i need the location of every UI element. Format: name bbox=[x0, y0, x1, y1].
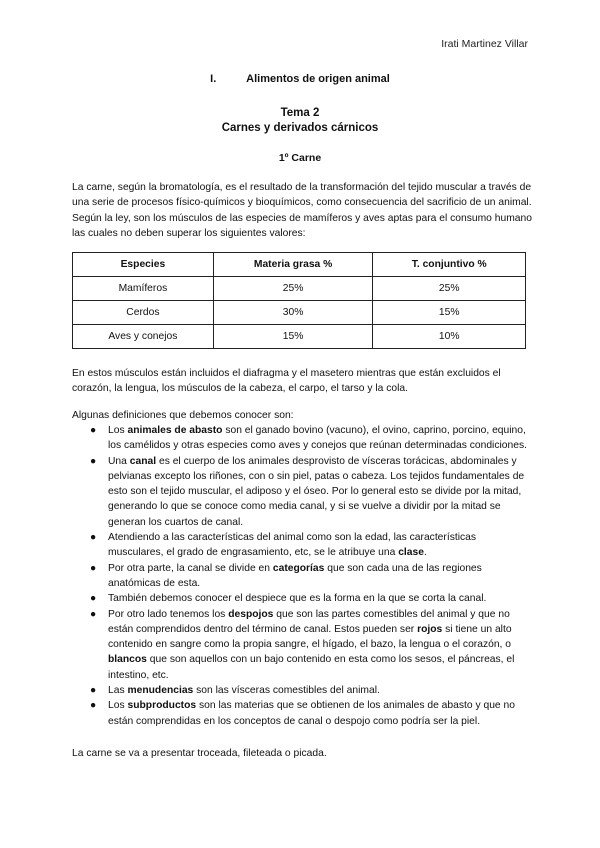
table-cell: 15% bbox=[373, 301, 526, 325]
closing-paragraph: La carne se va a presentar troceada, fileteada o picada. bbox=[72, 748, 327, 759]
table-cell: 25% bbox=[373, 277, 526, 301]
muscles-note-paragraph: En estos músculos están incluidos el diafragma y el masetero mientras que están excluidos el corazón, la lengua, los músculos de la cabeza, el carpo, el tarso y la cola. bbox=[72, 368, 501, 395]
bullet-icon: ● bbox=[90, 532, 97, 544]
list-item: ● Las menudencias son las vísceras comestibles del animal. bbox=[72, 683, 528, 698]
table-cell: Cerdos bbox=[73, 301, 214, 325]
bullet-icon: ● bbox=[90, 593, 97, 605]
section-title: Alimentos de origen animal bbox=[246, 73, 390, 85]
table-row bbox=[73, 325, 526, 349]
bullet-icon: ● bbox=[90, 425, 97, 436]
table-cell: 15% bbox=[213, 325, 373, 349]
table-row bbox=[73, 277, 526, 301]
section-heading bbox=[0, 73, 600, 85]
table-cell: 10% bbox=[373, 325, 526, 349]
bullet-icon: ● bbox=[90, 685, 97, 697]
list-item: ● Los subproductos son las materias que se obtienen de los animales de abasto y que no están comprendidas en los conceptos de canal o despojo como podría ser la piel. bbox=[90, 700, 515, 727]
list-item: ● Los animales de abasto son el ganado bovino (vacuno), el ovino, caprino, porcino, equino, los camélidos y otras especies como aves y conejos que reúnan determinadas condiciones. bbox=[90, 425, 527, 452]
table-header: Especies bbox=[73, 253, 214, 277]
table-row bbox=[73, 301, 526, 325]
topic-title: Carnes y derivados cárnicos bbox=[221, 122, 379, 134]
subsection-title: 1º Carne bbox=[278, 152, 322, 164]
list-item: ● Una canal es el cuerpo de los animales desprovisto de vísceras torácicas, abdominales y pelvianas excepto los riñones, con o sin piel, patas o cabeza. Los tejidos fundamentales de esto son el tejido muscular, el adiposo y el óseo. Por lo general esto se divide por la mitad, generando lo que se conoce como media canal, y si se vuelve a dividir por la mitad se generan los cuartos de canal. bbox=[90, 455, 525, 528]
bullet-icon: ● bbox=[90, 562, 97, 574]
table-header-row bbox=[73, 253, 526, 277]
definitions-intro: Algunas definiciones que debemos conocer son: bbox=[72, 410, 294, 421]
list-item: ● Por otro lado tenemos los despojos que son las partes comestibles del animal y que no están comprendidos dentro del término de canal. Estos pueden ser rojos si tiene un alto contenido en sangre como la propia sangre, el hígado, el bazo, la lengua o el corazón, o blancos que son aquellos con un bajo contenido en esta como los sesos, el páncreas, el intestino, etc. bbox=[90, 608, 515, 681]
table-cell: Aves y conejos bbox=[73, 325, 214, 349]
table-header: Materia grasa % bbox=[213, 253, 373, 277]
table-cell: 30% bbox=[213, 301, 373, 325]
list-item: ● Atendiendo a las características del animal como son la edad, las características musculares, el grado de engrasamiento, etc, se le atribuye una clase. bbox=[90, 532, 477, 559]
table-header: T. conjuntivo % bbox=[373, 253, 526, 277]
bullet-icon: ● bbox=[90, 608, 97, 620]
definitions-list bbox=[72, 423, 528, 729]
table-cell: Mamíferos bbox=[73, 277, 214, 301]
section-number: I. bbox=[210, 73, 217, 85]
table-cell: 25% bbox=[213, 277, 373, 301]
bullet-icon: ● bbox=[90, 700, 97, 712]
composition-table bbox=[72, 252, 526, 349]
topic-label: Tema 2 bbox=[280, 107, 320, 119]
intro-paragraph: La carne, según la bromatología, es el resultado de la transformación del tejido muscular a través de una serie de procesos físico-químicos y bioquímicos, como consecuencia del sacrificio de un animal. Según la ley, son los músculos de las especies de mamíferos y aves aptas para el consumo humano las cuales no deben superar los siguientes valores: bbox=[72, 182, 532, 239]
list-item: ● También debemos conocer el despiece que es la forma en la que se corta la canal. bbox=[72, 591, 528, 606]
bullet-icon: ● bbox=[90, 455, 97, 467]
list-item: ● Por otra parte, la canal se divide en categorías que son cada una de las regiones anatómicas de esta. bbox=[90, 562, 482, 589]
author-name: Irati Martinez Villar bbox=[441, 38, 528, 50]
